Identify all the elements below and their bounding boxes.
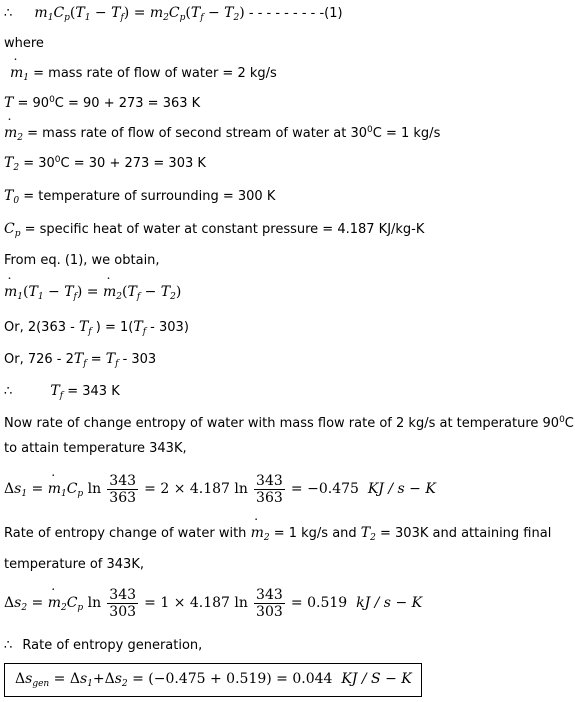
tf-result: ∴ $T_f = 343$ K — [4, 383, 120, 401]
where-label: where — [4, 36, 44, 51]
T0-definition: $T_0$ = temperature of surrounding = 300 K — [4, 188, 276, 206]
entropy-generation-equation: $\Delta s_{gen} = \Delta s_1+\Delta s_2 = (-0.475 + 0.519) = 0.044$ KJ / S − K — [15, 671, 412, 689]
or-step-2: Or, $726 - 2T_f = T_f - 303$ — [4, 351, 157, 369]
paragraph-2-line-2: temperature of 343K, — [4, 557, 144, 572]
paragraph-1-line-1: Now rate of change entropy of water with mass flow rate of 2 kg/s at temperature $90^0C$ — [4, 415, 574, 431]
therefore-symbol: ∴ — [4, 638, 13, 653]
T-symbol: T — [4, 95, 14, 111]
delta-s1-equation: $\Delta s_1$ = ˙ $m_1C_p$ ln $\frac{343}{363}$ = 2 × 4.187 ln $\frac{343}{363}$ = −0.475 KJ / s − K — [4, 472, 436, 507]
m1-definition: ˙ $m_1$ = mass rate of flow of water = 2 kg/s — [4, 64, 277, 83]
T2-definition: $T_2 = 30^0C = 30 + 273 = 303$ K — [4, 155, 206, 173]
Cp-definition: $C_p$ = specific heat of water at constant pressure = 4.187 KJ/kg-K — [4, 221, 425, 239]
paragraph-1-line-2: to attain temperature 343K, — [4, 441, 187, 456]
mass-balance-equation: ˙ $m_1(T_1 - T_f)$ = ˙ $m_2(T_f - T_2)$ — [4, 283, 181, 302]
delta-s2-equation: $\Delta s_2$ = ˙ $m_2C_p$ ln $\frac{343}{303}$ = 1 × 4.187 ln $\frac{343}{303}$ = 0.519 kJ / s − K — [4, 586, 422, 621]
T-definition: $T = 90^0C = 90 + 273 = 363$ K — [4, 95, 201, 111]
T2-symbol: $T_2$ — [4, 155, 20, 173]
Cp-symbol: $C_p$ — [4, 221, 21, 239]
equation-1-tag: - - - - - - - - -(1) — [248, 6, 343, 21]
therefore-symbol: ∴ — [4, 6, 13, 21]
m1-symbol: ˙ $m_1$ — [10, 65, 29, 81]
paragraph-2-line-1: Rate of entropy change of water with ˙ $m_2 = 1$ kg/s and $T_2 = 303K$ and attaining final — [4, 524, 551, 543]
equation-1 — [4, 4, 343, 23]
m2-definition: ˙ $m_2$ = mass rate of flow of second stream of water at $30^0C = 1$ kg/s — [4, 124, 440, 143]
from-eq-text: From eq. (1), we obtain, — [4, 253, 160, 268]
result-box — [4, 663, 422, 697]
entropy-generation-heading: ∴ Rate of entropy generation, — [4, 638, 203, 653]
therefore-symbol: ∴ — [4, 384, 13, 399]
m2-symbol: ˙ $m_2$ — [4, 125, 23, 141]
or-step-1: Or, $2(363 - T_f$ ) = $1(T_f - 303)$ — [4, 319, 189, 337]
equation-1-math: ˙ $m_1C_p(T_1 - T_f)$ = ˙ $m_2C_p(T_f - T_2)$ — [34, 5, 244, 21]
T0-symbol: $T_0$ — [4, 188, 20, 206]
